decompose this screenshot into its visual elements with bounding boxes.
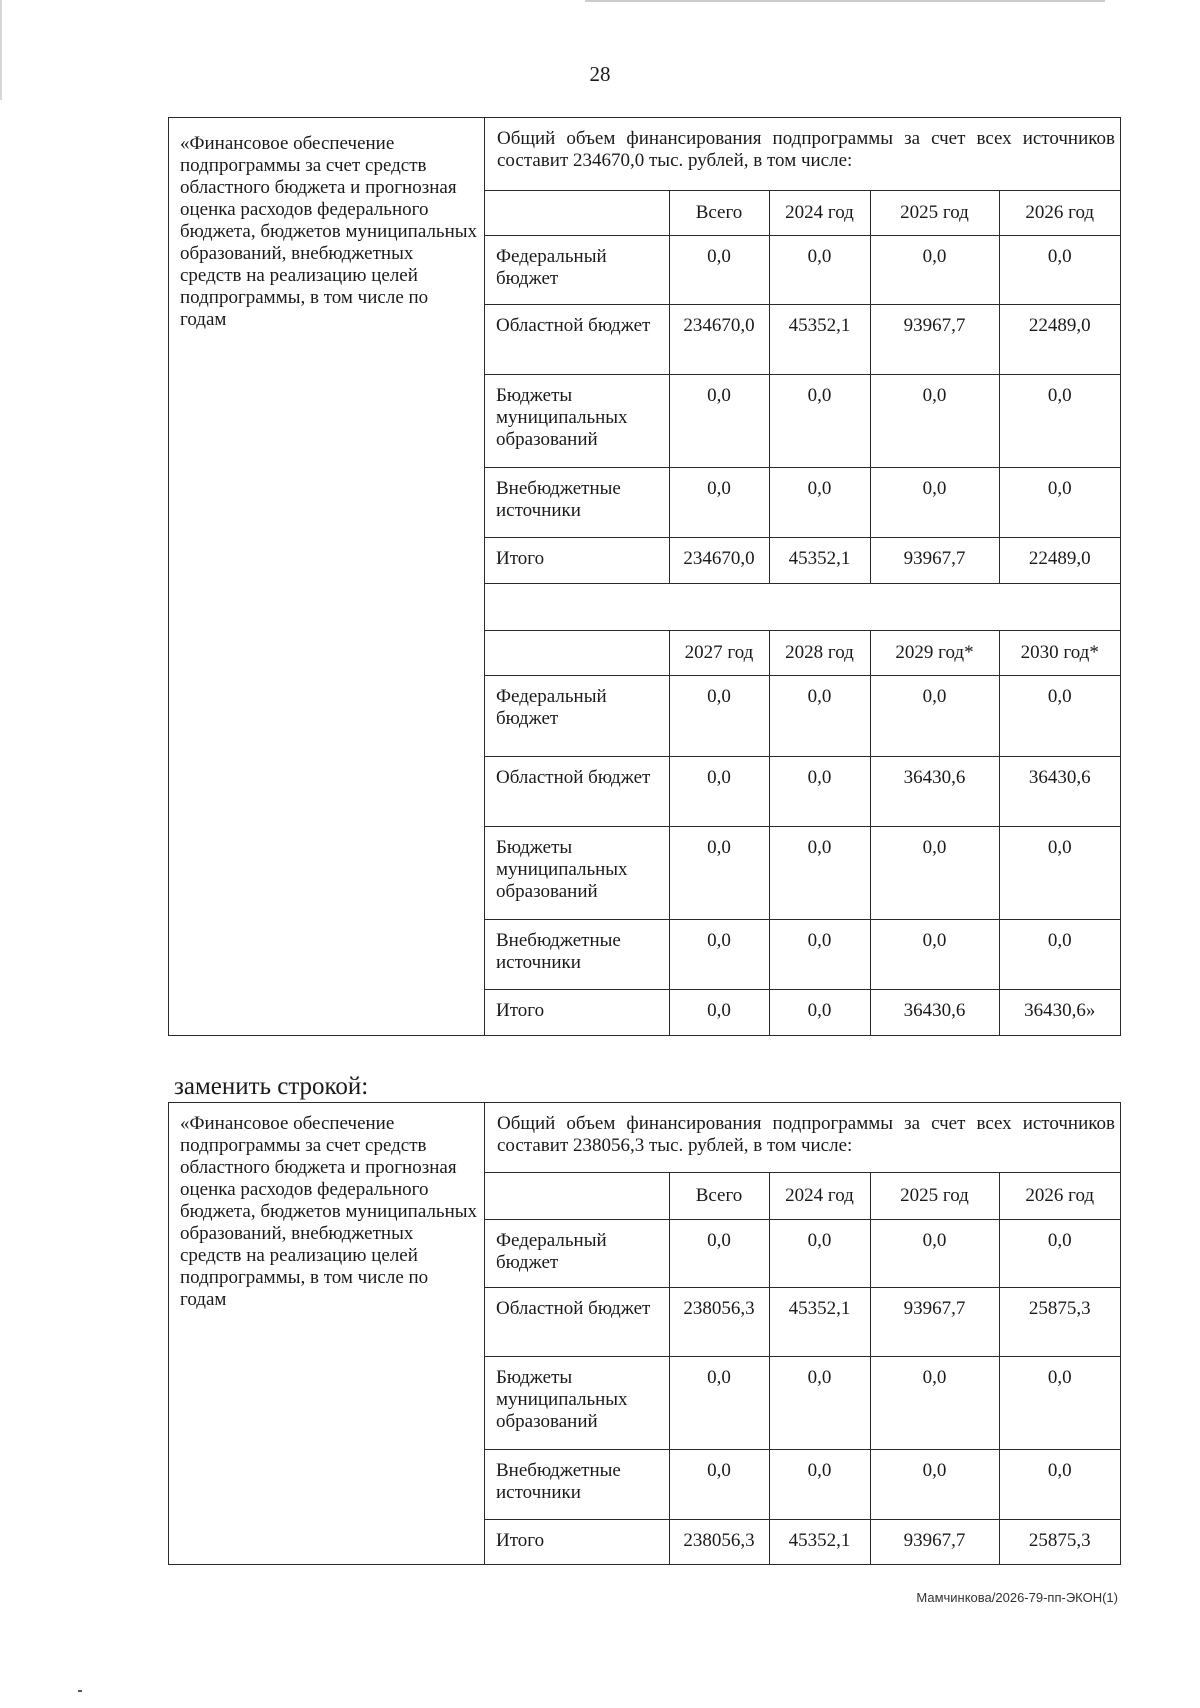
row-label: Итого — [485, 1519, 669, 1564]
scan-artifact-left — [0, 0, 2, 100]
value-cell: 0,0 — [870, 675, 999, 756]
value-cell: 0,0 — [999, 1356, 1120, 1449]
value-cell: 234670,0 — [669, 305, 769, 375]
value-cell: 0,0 — [870, 236, 999, 305]
value-cell: 0,0 — [669, 919, 769, 989]
header-cell-2025: 2025 год — [870, 191, 999, 236]
table-header-row — [485, 191, 1120, 236]
header-cell-empty — [485, 630, 669, 675]
header-cell-2024: 2024 год — [769, 1172, 870, 1219]
financing-table-2027-2030-old — [485, 630, 1120, 1036]
header-cell-total: Всего — [669, 191, 769, 236]
value-cell: 93967,7 — [870, 1287, 999, 1356]
financing-table-2024-2026-new — [485, 1172, 1120, 1565]
value-cell: 0,0 — [999, 236, 1120, 305]
value-cell: 0,0 — [769, 756, 870, 826]
value-cell: 36430,6 — [870, 989, 999, 1035]
value-cell: 93967,7 — [870, 305, 999, 375]
row-label: Внебюджетные источники — [485, 468, 669, 538]
value-cell: 0,0 — [769, 989, 870, 1035]
value-cell: 0,0 — [999, 1219, 1120, 1287]
value-cell: 0,0 — [769, 375, 870, 468]
financing-description-old: «Финансовое обеспечение подпрограммы за счет средств областного бюджета и прогнозная оценка расходов федерального бюджета, бюджетов муниципальных образований, внебюджетных средств на реализацию целей подпрограммы, в том числе по годам — [169, 118, 485, 1035]
table-row — [485, 305, 1120, 375]
financing-description-new: «Финансовое обеспечение подпрограммы за счет средств областного бюджета и прогнозная оценка расходов федерального бюджета, бюджетов муниципальных образований, внебюджетных средств на реализацию целей подпрограммы, в том числе по годам — [169, 1103, 485, 1564]
scan-artifact-top — [585, 0, 1105, 2]
row-label: Федеральный бюджет — [485, 675, 669, 756]
table-row — [485, 1287, 1120, 1356]
header-cell-2027: 2027 год — [669, 630, 769, 675]
value-cell: 25875,3 — [999, 1519, 1120, 1564]
row-label: Федеральный бюджет — [485, 236, 669, 305]
table-row — [485, 675, 1120, 756]
value-cell: 93967,7 — [870, 1519, 999, 1564]
table-spacer-row — [485, 584, 1120, 630]
table-row — [485, 826, 1120, 919]
header-cell-2028: 2028 год — [769, 630, 870, 675]
financing-intro-new: Общий объем финансирования подпрограммы за счет всех источников составит 238056,3 тыс. рублей, в том числе: — [497, 1113, 1115, 1156]
value-cell: 0,0 — [999, 1449, 1120, 1519]
value-cell: 0,0 — [870, 468, 999, 538]
table-row — [485, 1219, 1120, 1287]
table-header-row — [485, 1172, 1120, 1219]
value-cell: 0,0 — [999, 826, 1120, 919]
value-cell: 22489,0 — [999, 538, 1120, 584]
row-label: Внебюджетные источники — [485, 919, 669, 989]
value-cell: 238056,3 — [669, 1287, 769, 1356]
value-cell: 0,0 — [870, 375, 999, 468]
value-cell: 0,0 — [999, 675, 1120, 756]
value-cell: 36430,6» — [999, 989, 1120, 1035]
value-cell: 0,0 — [769, 1219, 870, 1287]
table-row — [485, 375, 1120, 468]
value-cell: 93967,7 — [870, 538, 999, 584]
table-row — [485, 1449, 1120, 1519]
financing-intro-old: Общий объем финансирования подпрограммы за счет всех источников составит 234670,0 тыс. рублей, в том числе: — [497, 128, 1115, 171]
value-cell: 0,0 — [769, 826, 870, 919]
financing-block-new — [168, 1102, 1121, 1565]
value-cell: 0,0 — [669, 826, 769, 919]
value-cell: 36430,6 — [870, 756, 999, 826]
value-cell: 0,0 — [669, 675, 769, 756]
row-label: Бюджеты муниципальных образований — [485, 375, 669, 468]
value-cell: 36430,6 — [999, 756, 1120, 826]
header-cell-2029: 2029 год* — [870, 630, 999, 675]
table-row — [485, 919, 1120, 989]
header-cell-2026: 2026 год — [999, 191, 1120, 236]
scan-artifact-dot — [78, 1690, 82, 1692]
row-label: Федеральный бюджет — [485, 1219, 669, 1287]
value-cell: 0,0 — [999, 919, 1120, 989]
row-label: Итого — [485, 989, 669, 1035]
value-cell: 0,0 — [669, 1356, 769, 1449]
financing-table-2024-2026-old — [485, 190, 1120, 630]
value-cell: 0,0 — [999, 375, 1120, 468]
value-cell: 0,0 — [669, 375, 769, 468]
value-cell: 0,0 — [870, 1356, 999, 1449]
row-label: Бюджеты муниципальных образований — [485, 1356, 669, 1449]
replace-instruction: заменить строкой: — [174, 1073, 369, 1100]
header-cell-2026: 2026 год — [999, 1172, 1120, 1219]
spacer-cell — [485, 584, 1120, 630]
value-cell: 0,0 — [769, 468, 870, 538]
document-code: Мамчинкова/2026-79-пп-ЭКОН(1) — [916, 1590, 1118, 1605]
table-row-total — [485, 1519, 1120, 1564]
header-cell-total: Всего — [669, 1172, 769, 1219]
value-cell: 0,0 — [769, 1356, 870, 1449]
header-cell-empty — [485, 191, 669, 236]
row-label: Итого — [485, 538, 669, 584]
value-cell: 0,0 — [669, 989, 769, 1035]
row-label: Областной бюджет — [485, 305, 669, 375]
financing-details-new — [485, 1103, 1120, 1564]
financing-block-old — [168, 117, 1121, 1036]
header-cell-2024: 2024 год — [769, 191, 870, 236]
row-label: Областной бюджет — [485, 1287, 669, 1356]
value-cell: 0,0 — [669, 1219, 769, 1287]
row-label: Бюджеты муниципальных образований — [485, 826, 669, 919]
value-cell: 0,0 — [769, 919, 870, 989]
value-cell: 234670,0 — [669, 538, 769, 584]
header-cell-2025: 2025 год — [870, 1172, 999, 1219]
value-cell: 0,0 — [669, 1449, 769, 1519]
table-row-total — [485, 538, 1120, 584]
row-label: Областной бюджет — [485, 756, 669, 826]
page-number: 28 — [589, 62, 611, 86]
table-header-row — [485, 630, 1120, 675]
value-cell: 25875,3 — [999, 1287, 1120, 1356]
value-cell: 45352,1 — [769, 1287, 870, 1356]
value-cell: 0,0 — [870, 1219, 999, 1287]
value-cell: 238056,3 — [669, 1519, 769, 1564]
table-row — [485, 756, 1120, 826]
table-row-total — [485, 989, 1120, 1035]
value-cell: 0,0 — [870, 919, 999, 989]
row-label: Внебюджетные источники — [485, 1449, 669, 1519]
value-cell: 0,0 — [769, 1449, 870, 1519]
value-cell: 45352,1 — [769, 305, 870, 375]
table-row — [485, 1356, 1120, 1449]
financing-details-old — [485, 118, 1120, 1035]
value-cell: 0,0 — [870, 826, 999, 919]
value-cell: 22489,0 — [999, 305, 1120, 375]
table-row — [485, 468, 1120, 538]
value-cell: 45352,1 — [769, 538, 870, 584]
value-cell: 0,0 — [999, 468, 1120, 538]
value-cell: 0,0 — [669, 468, 769, 538]
value-cell: 45352,1 — [769, 1519, 870, 1564]
value-cell: 0,0 — [669, 756, 769, 826]
value-cell: 0,0 — [769, 675, 870, 756]
value-cell: 0,0 — [870, 1449, 999, 1519]
value-cell: 0,0 — [669, 236, 769, 305]
header-cell-empty — [485, 1172, 669, 1219]
table-row — [485, 236, 1120, 305]
value-cell: 0,0 — [769, 236, 870, 305]
header-cell-2030: 2030 год* — [999, 630, 1120, 675]
